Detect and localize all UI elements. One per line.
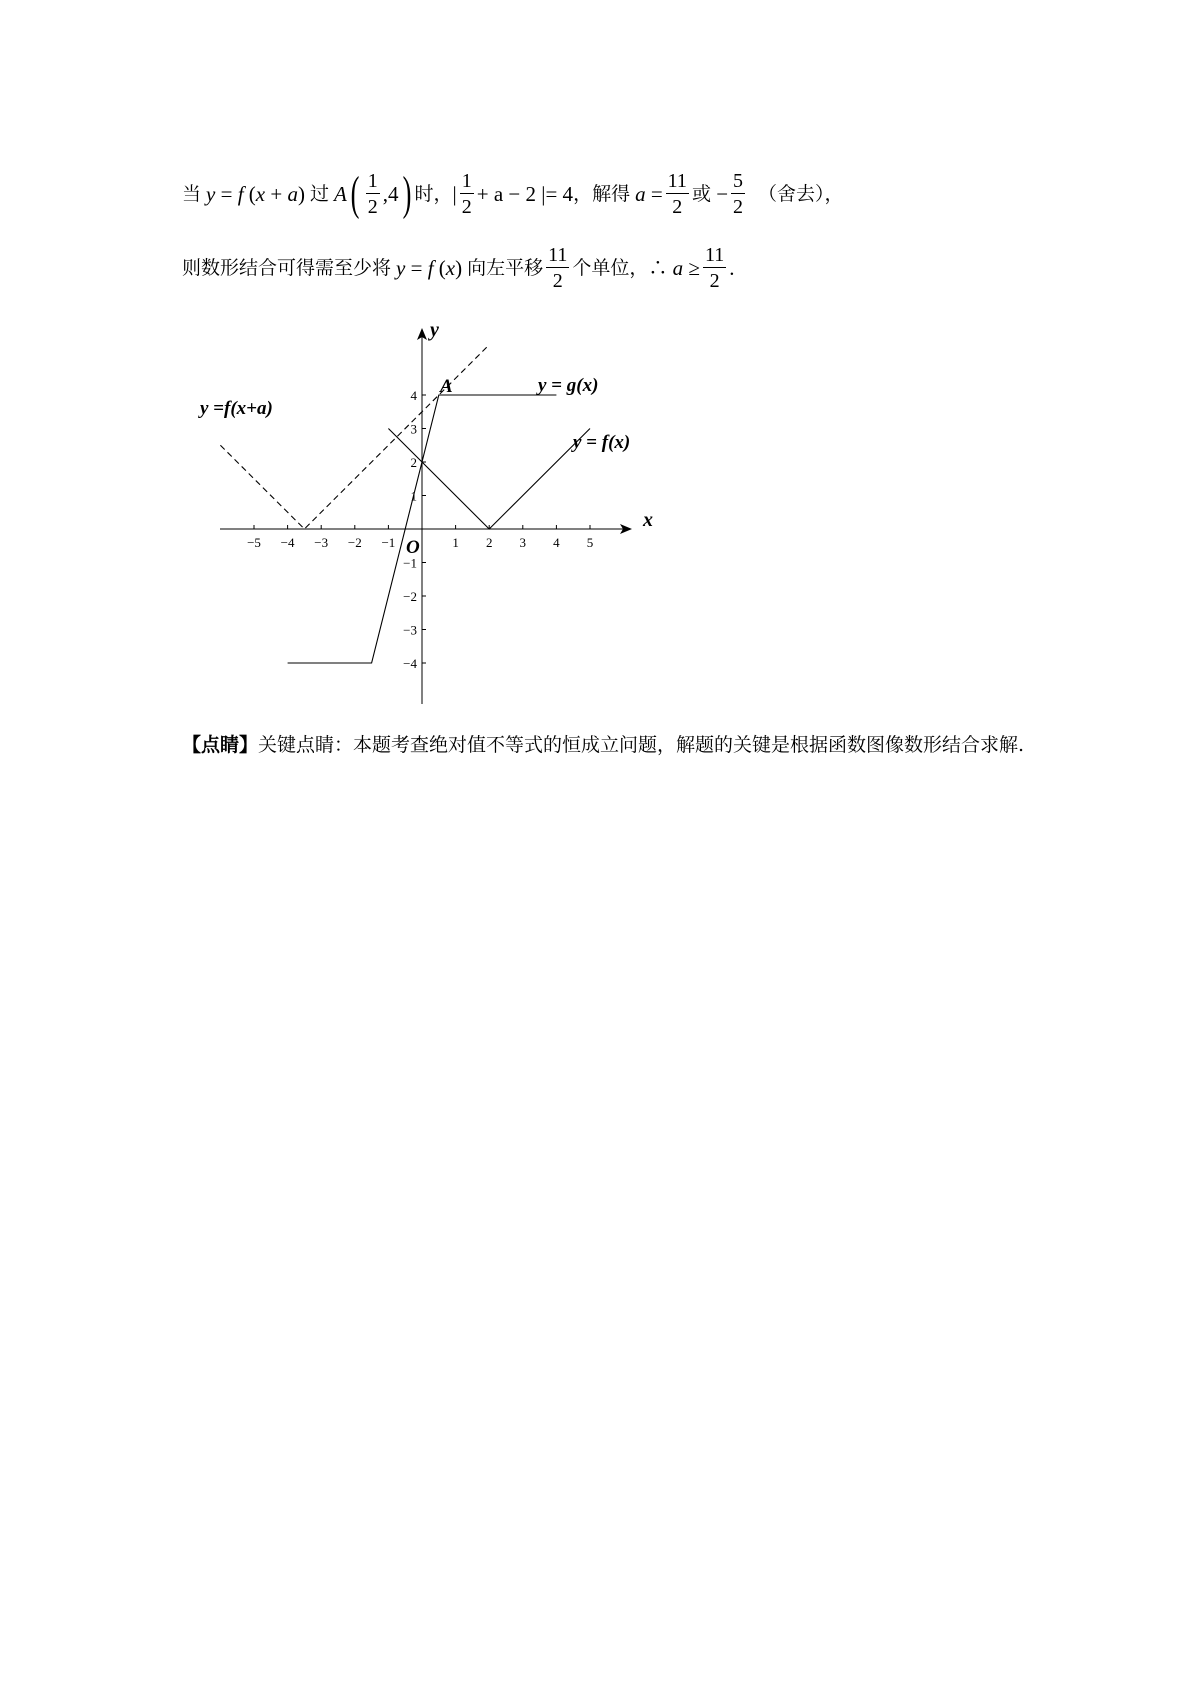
g-label: y = g(x) bbox=[538, 375, 599, 396]
text-dang: 当 bbox=[182, 182, 202, 205]
text-conclusion-start: 则数形结合可得需至少将 bbox=[182, 256, 392, 279]
x-tick-label: 5 bbox=[586, 535, 594, 550]
fa-curve bbox=[220, 345, 489, 529]
y-tick-label: 1 bbox=[410, 488, 417, 504]
comment-paragraph bbox=[182, 723, 1042, 767]
x-tick-label: 4 bbox=[553, 535, 560, 550]
text-jiede: ，解得 bbox=[573, 182, 631, 205]
fa-label: y =f(x+a) bbox=[200, 398, 273, 419]
x-tick-label: −5 bbox=[247, 535, 261, 550]
fraction-one-half: $\frac{1}{2}$ bbox=[367, 170, 378, 218]
solution-line-2: 则数形结合可得需至少将 y = f (x) 向左平移 $\frac{11}{2}$ 个单位，∴ a ≥ $\frac{11}{2}$ . bbox=[182, 244, 735, 292]
text-shift-left: 向左平移 bbox=[467, 256, 544, 279]
x-tick-label: 1 bbox=[452, 535, 459, 550]
x-tick-label: 2 bbox=[485, 535, 493, 550]
text-guo: 过 bbox=[309, 182, 329, 205]
y-tick-label: 2 bbox=[410, 455, 417, 470]
fraction-five-halves: $\frac{5}{2}$ bbox=[733, 170, 744, 218]
y-tick-label: −2 bbox=[403, 589, 417, 604]
text-units-therefore: 个单位，∴ bbox=[572, 256, 668, 279]
point-a-y: 4 bbox=[388, 181, 399, 206]
y-tick-label: 4 bbox=[410, 388, 417, 403]
x-tick-label: −4 bbox=[280, 535, 295, 550]
x-tick-label: −3 bbox=[314, 535, 329, 550]
curves bbox=[220, 345, 590, 663]
y-tick-label: −4 bbox=[403, 656, 417, 671]
x-tick-label: −2 bbox=[347, 535, 362, 550]
y-tick-label: −3 bbox=[403, 622, 417, 638]
y-axis-label: y bbox=[430, 319, 439, 341]
fraction-shift: $\frac{11}{2}$ bbox=[548, 244, 568, 292]
expr-y-f-x-plus-a: y = f (x + a) bbox=[206, 181, 305, 206]
solution-line-1: 当 y = f (x + a) 过 A ( $\frac{1}{2}$ , 4 ) 时， | $\frac{1}{2}$ + a − 2 |= 4 ，解得 a = $\frac{11}{2}$ 或 − $\frac{5}{2}$ （舍去）， bbox=[182, 167, 844, 220]
text-shequ: （舍去）， bbox=[758, 182, 844, 205]
graph-svg bbox=[180, 316, 660, 716]
comment-text: 关键点睛：本题考查绝对值不等式的恒成立问题，解题的关键是根据函数图像数形结合求解. bbox=[258, 734, 1025, 756]
fraction-final: $\frac{11}{2}$ bbox=[704, 244, 725, 292]
x-axis-label: x bbox=[643, 509, 653, 531]
x-tick-label: −1 bbox=[381, 535, 396, 550]
expr-y-f-x: y = f (x) bbox=[396, 255, 463, 280]
y-tick-label: 3 bbox=[410, 421, 417, 437]
origin-label: O bbox=[406, 537, 420, 558]
text-huo: 或 bbox=[691, 182, 711, 205]
x-tick-label: 3 bbox=[519, 535, 527, 550]
abs-equation-rest: + a − 2 |= 4 bbox=[476, 181, 574, 206]
text-shi: 时， bbox=[414, 182, 453, 205]
fraction-eleven-halves: $\frac{11}{2}$ bbox=[667, 170, 687, 218]
function-graph bbox=[180, 316, 660, 720]
f-label: y = f(x) bbox=[573, 432, 631, 453]
fraction-one-half-abs: $\frac{1}{2}$ bbox=[461, 170, 472, 218]
point-a-label: A bbox=[333, 181, 347, 206]
y-tick-label: −1 bbox=[403, 555, 417, 571]
comment-head: 【点睛】 bbox=[182, 734, 259, 756]
f-curve bbox=[388, 429, 590, 530]
point-a-graph-label: A bbox=[440, 376, 453, 397]
